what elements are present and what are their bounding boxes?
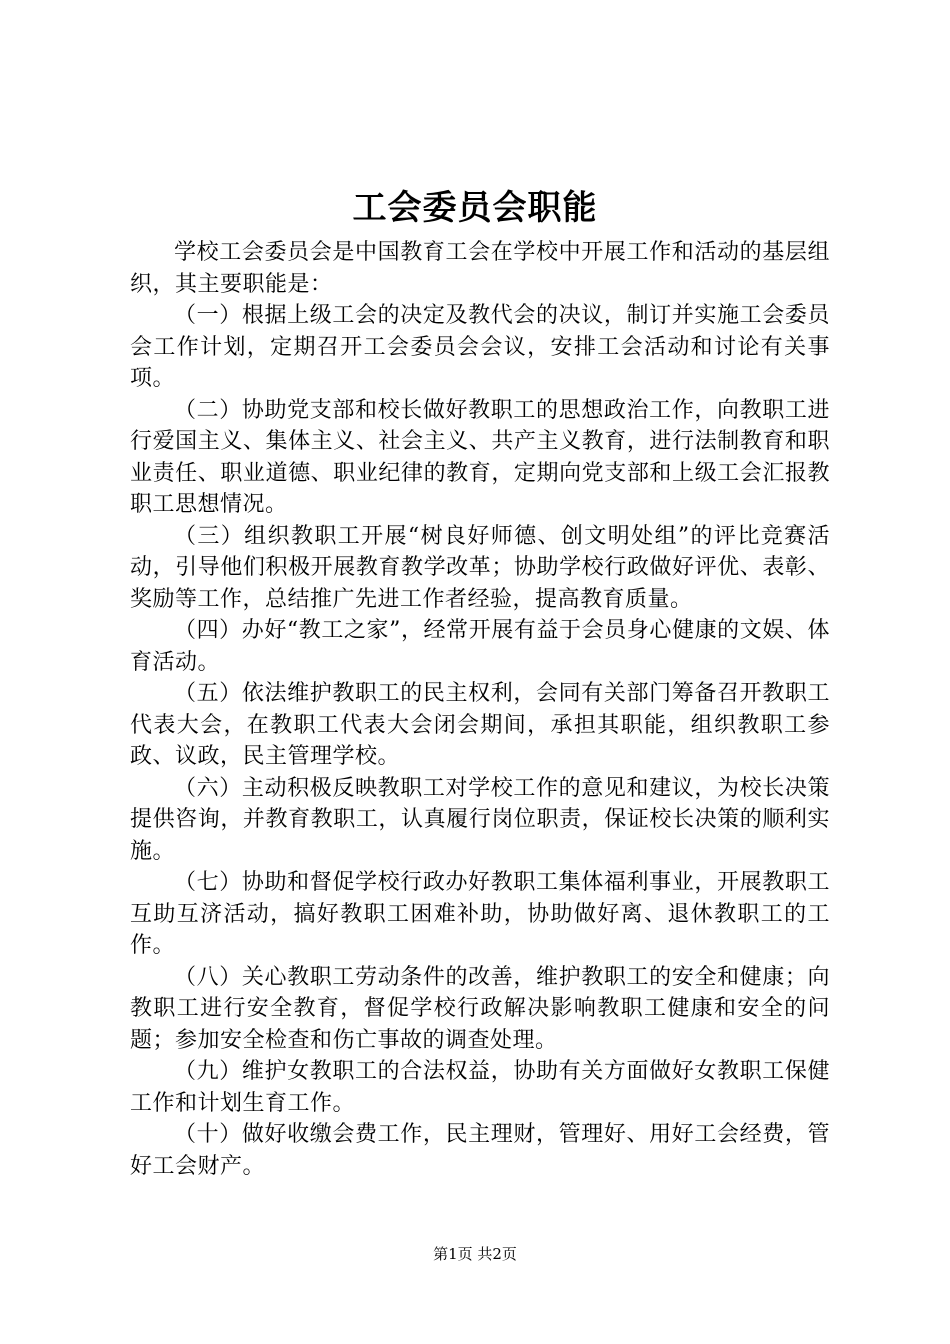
paragraph-item-10: （十）做好收缴会费工作，民主理财，管理好、用好工会经费，管好工会财产。: [130, 1122, 830, 1179]
paragraph-item-3: （三）组织教职工开展“树良好师德、创文明处组”的评比竞赛活动，引导他们积极开展教育教学改革；协助学校行政做好评优、表彰、奖励等工作，总结推广先进工作者经验，提高教育质量。: [130, 523, 830, 612]
paragraph-item-1: （一）根据上级工会的决定及教代会的决议，制订并实施工会委员会工作计划，定期召开工会委员会会议，安排工会活动和讨论有关事项。: [130, 303, 830, 391]
document-title: 工会委员会职能: [352, 188, 598, 228]
paragraph-item-4: （四）办好“教工之家”，经常开展有益于会员身心健康的文娱、体育活动。: [130, 618, 830, 675]
document-body: [130, 237, 830, 1182]
page-number-footer: 第1页 共2页: [433, 1245, 517, 1263]
paragraph-item-5: （五）依法维护教职工的民主权利，会同有关部门筹备召开教职工代表大会，在教职工代表大会闭会期间，承担其职能，组织教职工参政、议政，民主管理学校。: [130, 681, 830, 769]
paragraph-item-6: （六）主动积极反映教职工对学校工作的意见和建议，为校长决策提供咨询，并教育教职工，认真履行岗位职责，保证校长决策的顺利实施。: [130, 775, 830, 864]
paragraph-intro: 学校工会委员会是中国教育工会在学校中开展工作和活动的基层组织，其主要职能是：: [130, 240, 830, 297]
paragraph-item-7: （七）协助和督促学校行政办好教职工集体福利事业，开展教职工互助互济活动，搞好教职工困难补助，协助做好离、退休教职工的工作。: [130, 870, 830, 958]
paragraph-item-2: （二）协助党支部和校长做好教职工的思想政治工作，向教职工进行爱国主义、集体主义、社会主义、共产主义教育，进行法制教育和职业责任、职业道德、职业纪律的教育，定期向党支部和上级工会汇报教职工思想情况。: [130, 397, 830, 517]
paragraph-item-8: （八）关心教职工劳动条件的改善，维护教职工的安全和健康；向教职工进行安全教育，督促学校行政解决影响教职工健康和安全的问题；参加安全检查和伤亡事故的调查处理。: [130, 964, 830, 1053]
paragraph-item-9: （九）维护女教职工的合法权益，协助有关方面做好女教职工保健工作和计划生育工作。: [130, 1059, 830, 1116]
